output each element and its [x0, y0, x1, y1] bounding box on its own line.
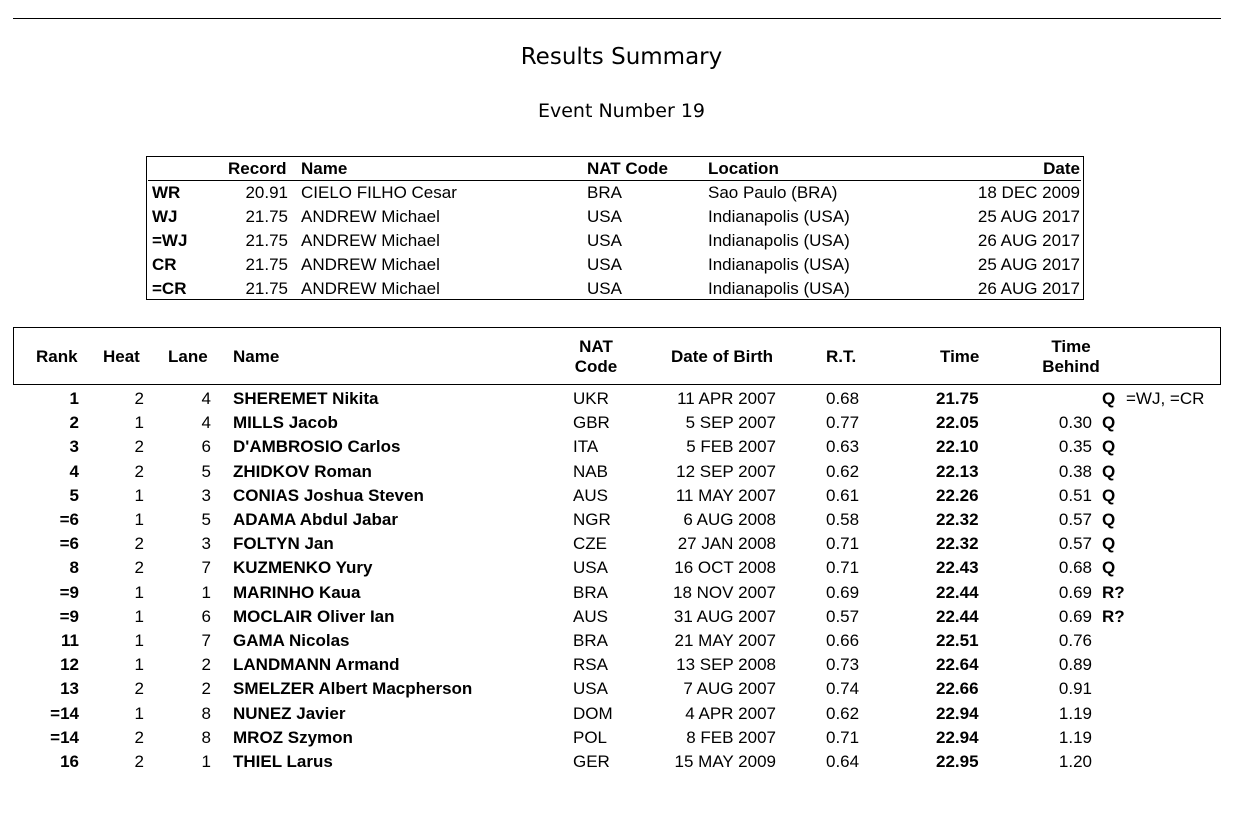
dob-cell: 12 SEP 2007 [676, 462, 776, 481]
athlete-name: NUNEZ Javier [233, 704, 346, 723]
header-heat: Heat [103, 347, 140, 366]
table-row [0, 702, 1243, 726]
lane-cell: 8 [201, 728, 211, 747]
record-nat: USA [587, 255, 622, 274]
dob-cell: 11 APR 2007 [677, 389, 776, 408]
athlete-name: SHEREMET Nikita [233, 389, 379, 408]
qualification-cell: R? [1102, 583, 1125, 602]
rt-cell: 0.57 [826, 607, 860, 626]
rank-cell: 16 [60, 752, 79, 771]
qualification-cell: Q [1102, 437, 1116, 456]
rank-cell: 11 [61, 631, 79, 650]
rt-cell: 0.71 [826, 728, 860, 747]
time-cell: 22.44 [936, 607, 979, 626]
behind-cell: 0.57 [1058, 534, 1092, 553]
record-location: Indianapolis (USA) [708, 255, 850, 274]
athlete-name: MROZ Szymon [233, 728, 353, 747]
athlete-name: THIEL Larus [233, 752, 333, 771]
behind-cell: 0.89 [1058, 655, 1092, 674]
record-time: 21.75 [245, 279, 288, 298]
record-nat: USA [587, 231, 622, 250]
heat-cell: 1 [134, 413, 144, 432]
heat-cell: 1 [134, 583, 144, 602]
dob-cell: 27 JAN 2008 [677, 534, 776, 553]
rank-cell: =6 [59, 510, 79, 529]
lane-cell: 5 [201, 462, 211, 481]
record-date: 18 DEC 2009 [977, 183, 1080, 202]
lane-cell: 7 [201, 631, 211, 650]
heat-cell: 2 [134, 728, 144, 747]
rt-cell: 0.69 [826, 583, 860, 602]
athlete-name: FOLTYN Jan [233, 534, 334, 553]
heat-cell: 1 [134, 486, 144, 505]
time-cell: 22.32 [936, 510, 979, 529]
records-header-nat: NAT Code [587, 159, 668, 178]
athlete-name: MILLS Jacob [233, 413, 338, 432]
header-dob: Date of Birth [671, 347, 773, 366]
rt-cell: 0.62 [826, 462, 860, 481]
rt-cell: 0.68 [826, 389, 860, 408]
record-holder: CIELO FILHO Cesar [301, 183, 457, 202]
time-cell: 21.75 [936, 389, 979, 408]
time-cell: 22.95 [936, 752, 979, 771]
dob-cell: 31 AUG 2007 [673, 607, 776, 626]
record-type: =WJ [152, 231, 188, 250]
athlete-name: GAMA Nicolas [233, 631, 350, 650]
heat-cell: 2 [134, 389, 144, 408]
heat-cell: 1 [134, 607, 144, 626]
rt-cell: 0.66 [826, 631, 860, 650]
header-behind-line2: Behind [1042, 357, 1100, 376]
heat-cell: 1 [134, 631, 144, 650]
heat-cell: 2 [134, 462, 144, 481]
rank-cell: 1 [69, 389, 79, 408]
time-cell: 22.64 [936, 655, 979, 674]
record-holder: ANDREW Michael [301, 255, 440, 274]
table-row [0, 653, 1243, 677]
qualification-cell: R? [1102, 607, 1125, 626]
record-date: 26 AUG 2017 [977, 279, 1080, 298]
records-header-record: Record [228, 159, 287, 178]
athlete-name: SMELZER Albert Macpherson [233, 679, 473, 698]
lane-cell: 2 [201, 655, 211, 674]
nat-cell: ITA [573, 437, 599, 456]
header-nat-line1: NAT [579, 337, 613, 356]
heat-cell: 1 [134, 655, 144, 674]
qualification-cell: Q [1102, 462, 1116, 481]
record-note: =WJ, =CR [1126, 389, 1205, 408]
behind-cell: 0.69 [1058, 583, 1092, 602]
dob-cell: 21 MAY 2007 [674, 631, 776, 650]
record-time: 20.91 [245, 183, 288, 202]
records-header-date: Date [1043, 159, 1080, 178]
behind-cell: 1.19 [1058, 704, 1092, 723]
time-cell: 22.51 [936, 631, 979, 650]
page-title: Results Summary [520, 44, 723, 70]
table-row [0, 556, 1243, 580]
header-time: Time [940, 347, 980, 366]
nat-cell: DOM [573, 704, 613, 723]
table-row [0, 532, 1243, 556]
nat-cell: AUS [573, 486, 608, 505]
header-behind-line1: Time [1051, 337, 1091, 356]
table-row [0, 460, 1243, 484]
header-nat-code [566, 337, 626, 377]
record-location: Indianapolis (USA) [708, 231, 850, 250]
nat-cell: USA [573, 679, 608, 698]
behind-cell: 0.68 [1058, 558, 1092, 577]
table-row [0, 605, 1243, 629]
behind-cell: 0.51 [1058, 486, 1092, 505]
heat-cell: 2 [134, 534, 144, 553]
dob-cell: 6 AUG 2008 [683, 510, 776, 529]
rt-cell: 0.77 [826, 413, 860, 432]
record-time: 21.75 [245, 255, 288, 274]
dob-cell: 5 FEB 2007 [686, 437, 776, 456]
lane-cell: 3 [201, 534, 211, 553]
heat-cell: 2 [134, 558, 144, 577]
record-type: =CR [152, 279, 187, 298]
record-type: WR [152, 183, 181, 202]
record-holder: ANDREW Michael [301, 279, 440, 298]
time-cell: 22.94 [936, 704, 979, 723]
dob-cell: 13 SEP 2008 [676, 655, 776, 674]
dob-cell: 5 SEP 2007 [685, 413, 776, 432]
rank-cell: =6 [59, 534, 79, 553]
heat-cell: 2 [134, 752, 144, 771]
record-date: 25 AUG 2017 [977, 255, 1080, 274]
record-holder: ANDREW Michael [301, 231, 440, 250]
rt-cell: 0.74 [826, 679, 860, 698]
heat-cell: 1 [134, 510, 144, 529]
athlete-name: ZHIDKOV Roman [233, 462, 372, 481]
time-cell: 22.32 [936, 534, 979, 553]
rank-cell: 12 [60, 655, 79, 674]
rt-cell: 0.62 [826, 704, 860, 723]
rt-cell: 0.64 [826, 752, 860, 771]
rank-cell: 2 [69, 413, 79, 432]
nat-cell: NGR [573, 510, 611, 529]
dob-cell: 4 APR 2007 [685, 704, 776, 723]
qualification-cell: Q [1102, 389, 1116, 408]
record-time: 21.75 [245, 207, 288, 226]
record-type: WJ [152, 207, 178, 226]
record-time: 21.75 [245, 231, 288, 250]
heat-cell: 2 [134, 679, 144, 698]
athlete-name: MOCLAIR Oliver Ian [233, 607, 395, 626]
event-subtitle: Event Number 19 [537, 100, 705, 122]
rt-cell: 0.71 [826, 558, 860, 577]
table-row [0, 726, 1243, 750]
rt-cell: 0.63 [826, 437, 860, 456]
behind-cell: 1.19 [1058, 728, 1092, 747]
lane-cell: 6 [201, 437, 211, 456]
header-lane: Lane [168, 347, 208, 366]
nat-cell: USA [573, 558, 608, 577]
record-date: 26 AUG 2017 [977, 231, 1080, 250]
record-date: 25 AUG 2017 [977, 207, 1080, 226]
header-time-behind [1026, 337, 1116, 377]
table-row [0, 508, 1243, 532]
record-nat: USA [587, 279, 622, 298]
lane-cell: 4 [201, 413, 211, 432]
heat-cell: 2 [134, 437, 144, 456]
time-cell: 22.43 [936, 558, 979, 577]
rt-cell: 0.58 [826, 510, 860, 529]
nat-cell: POL [573, 728, 608, 747]
nat-cell: AUS [573, 607, 608, 626]
header-rank: Rank [36, 347, 78, 366]
records-header-name: Name [301, 159, 348, 178]
lane-cell: 1 [201, 583, 211, 602]
time-cell: 22.05 [936, 413, 979, 432]
lane-cell: 3 [201, 486, 211, 505]
header-nat-line2: Code [574, 357, 618, 376]
record-holder: ANDREW Michael [301, 207, 440, 226]
rank-cell: =14 [50, 704, 79, 723]
qualification-cell: Q [1102, 558, 1116, 577]
record-location: Sao Paulo (BRA) [708, 183, 838, 202]
record-nat: USA [587, 207, 622, 226]
behind-cell: 0.76 [1058, 631, 1092, 650]
rank-cell: 13 [60, 679, 79, 698]
time-cell: 22.13 [936, 462, 979, 481]
rank-cell: 3 [69, 437, 79, 456]
athlete-name: MARINHO Kaua [233, 583, 361, 602]
record-location: Indianapolis (USA) [708, 207, 850, 226]
qualification-cell: Q [1102, 510, 1116, 529]
table-row [0, 411, 1243, 435]
nat-cell: GBR [573, 413, 610, 432]
behind-cell: 0.57 [1058, 510, 1092, 529]
nat-cell: CZE [573, 534, 607, 553]
nat-cell: NAB [573, 462, 608, 481]
behind-cell: 0.38 [1058, 462, 1092, 481]
nat-cell: BRA [573, 583, 608, 602]
rank-cell: 4 [69, 462, 79, 481]
top-divider [13, 18, 1221, 19]
lane-cell: 6 [201, 607, 211, 626]
athlete-name: CONIAS Joshua Steven [233, 486, 424, 505]
lane-cell: 7 [201, 558, 211, 577]
record-type: CR [152, 255, 177, 274]
dob-cell: 11 MAY 2007 [675, 486, 776, 505]
behind-cell: 0.35 [1058, 437, 1092, 456]
header-rt: R.T. [826, 347, 857, 366]
table-row [0, 435, 1243, 459]
table-row [0, 750, 1243, 774]
rank-cell: 5 [69, 486, 79, 505]
time-cell: 22.66 [936, 679, 979, 698]
rank-cell: 8 [69, 558, 79, 577]
dob-cell: 16 OCT 2008 [674, 558, 776, 577]
rank-cell: =9 [59, 607, 79, 626]
nat-cell: UKR [573, 389, 609, 408]
time-cell: 22.94 [936, 728, 979, 747]
rt-cell: 0.71 [826, 534, 860, 553]
dob-cell: 15 MAY 2009 [674, 752, 776, 771]
rt-cell: 0.61 [826, 486, 860, 505]
records-header-location: Location [708, 159, 779, 178]
dob-cell: 7 AUG 2007 [683, 679, 776, 698]
lane-cell: 5 [201, 510, 211, 529]
rt-cell: 0.73 [826, 655, 860, 674]
table-row [0, 484, 1243, 508]
behind-cell: 0.69 [1058, 607, 1092, 626]
record-nat: BRA [587, 183, 622, 202]
qualification-cell: Q [1102, 486, 1116, 505]
nat-cell: GER [573, 752, 610, 771]
time-cell: 22.26 [936, 486, 979, 505]
behind-cell: 0.91 [1058, 679, 1092, 698]
lane-cell: 8 [201, 704, 211, 723]
behind-cell: 1.20 [1058, 752, 1092, 771]
lane-cell: 2 [201, 679, 211, 698]
dob-cell: 8 FEB 2007 [686, 728, 776, 747]
lane-cell: 4 [201, 389, 211, 408]
behind-cell: 0.30 [1058, 413, 1092, 432]
heat-cell: 1 [134, 704, 144, 723]
rank-cell: =9 [59, 583, 79, 602]
nat-cell: BRA [573, 631, 608, 650]
athlete-name: LANDMANN Armand [233, 655, 400, 674]
athlete-name: KUZMENKO Yury [233, 558, 373, 577]
table-row [0, 677, 1243, 701]
nat-cell: RSA [573, 655, 608, 674]
qualification-cell: Q [1102, 413, 1116, 432]
athlete-name: D'AMBROSIO Carlos [233, 437, 401, 456]
table-row [0, 387, 1243, 411]
time-cell: 22.44 [936, 583, 979, 602]
record-location: Indianapolis (USA) [708, 279, 850, 298]
table-row [0, 581, 1243, 605]
athlete-name: ADAMA Abdul Jabar [233, 510, 398, 529]
time-cell: 22.10 [936, 437, 979, 456]
dob-cell: 18 NOV 2007 [672, 583, 776, 602]
table-row [0, 629, 1243, 653]
lane-cell: 1 [201, 752, 211, 771]
rank-cell: =14 [50, 728, 79, 747]
qualification-cell: Q [1102, 534, 1116, 553]
header-name: Name [233, 347, 280, 366]
